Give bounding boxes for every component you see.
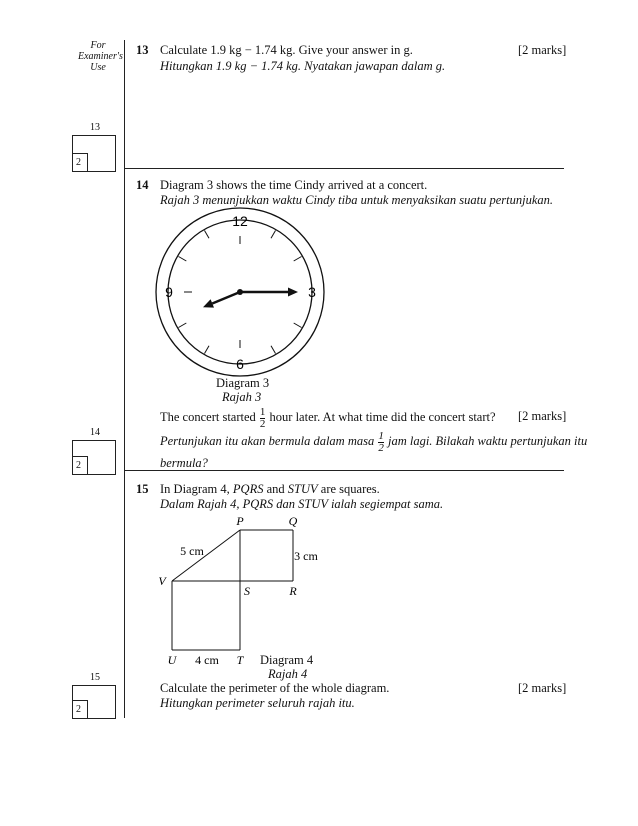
- vertex-s: S: [244, 584, 250, 598]
- length-ut: 4 cm: [195, 653, 219, 667]
- q15-score-cell: [72, 700, 88, 719]
- vertex-u: U: [167, 653, 177, 667]
- q15-caption-ms: Rajah 4: [268, 667, 308, 681]
- q14-fraction-ms: [378, 431, 384, 454]
- clock-figure: [150, 205, 330, 380]
- examiner-header: [78, 40, 123, 73]
- examiner-line1: For: [90, 40, 106, 51]
- q15-task-en: Calculate the perimeter of the whole diagram.: [160, 681, 390, 695]
- q13-box-label: 13: [90, 122, 100, 133]
- q15-number: 15: [136, 482, 149, 496]
- q14-question-ms: [160, 428, 587, 454]
- q14-question-ms-a: Pertunjukan itu akan bermula dalam masa: [160, 434, 375, 448]
- q14-box-label: 14: [90, 427, 100, 438]
- q14-caption-en: Diagram 3: [216, 376, 270, 390]
- q14-marks: [2 marks]: [518, 409, 567, 423]
- q14-question-en: [160, 404, 496, 430]
- q14-question-ms-b: jam lagi. Bilakah waktu pertunjukan itu: [387, 434, 588, 448]
- q15-intro-ms: Dalam Rajah 4, PQRS dan STUV ialah segiempat sama.: [160, 497, 444, 511]
- q14-score-box[interactable]: [72, 440, 116, 475]
- clock-numeral-12: 12: [232, 213, 248, 229]
- q15-intro-en: [160, 482, 380, 497]
- vertex-p: P: [236, 514, 244, 528]
- examiner-line2: Examiner's: [78, 51, 123, 62]
- clock-numeral-6: 6: [236, 356, 244, 372]
- frac-denominator: 2: [378, 441, 384, 454]
- q14-caption-ms: Rajah 3: [222, 390, 262, 404]
- q14-fraction-en: [260, 407, 266, 430]
- q13-score-cell: [72, 153, 88, 172]
- squares-diagram: [140, 510, 340, 670]
- q15-caption-en: Diagram 4: [260, 653, 314, 667]
- clock-numeral-3: 3: [308, 284, 316, 300]
- q15-marks: [2 marks]: [518, 681, 567, 695]
- q15-task-ms: Hitungkan perimeter seluruh rajah itu.: [160, 696, 355, 710]
- q14-intro-ms: Rajah 3 menunjukkan waktu Cindy tiba untuk menyaksikan suatu pertunjukan.: [160, 193, 553, 207]
- q15-intro-en-and: and: [263, 482, 288, 496]
- q14-score-cell: [72, 456, 88, 475]
- q15-square-pqrs: PQRS: [232, 482, 264, 496]
- q14-score: 2: [76, 460, 81, 471]
- q15-square-stuv: STUV: [287, 482, 318, 496]
- vertex-r: R: [289, 584, 297, 598]
- q14-number: 14: [136, 178, 149, 192]
- clock-numeral-9: 9: [165, 284, 173, 300]
- vertex-t: T: [236, 653, 244, 667]
- length-vp: 5 cm: [180, 544, 204, 558]
- q14-question-ms-c: bermula?: [160, 456, 208, 470]
- clock-center-pin: [237, 289, 243, 295]
- vertex-q: Q: [288, 514, 298, 528]
- q13-text-en: Calculate 1.9 kg − 1.74 kg. Give your answer in g.: [160, 43, 413, 57]
- q14-question-en-a: The concert started: [160, 410, 256, 424]
- q13-score-box[interactable]: [72, 135, 116, 172]
- frac-numerator: 1: [378, 429, 384, 442]
- q15-score: 2: [76, 704, 81, 715]
- q14-intro-en: Diagram 3 shows the time Cindy arrived at a concert.: [160, 178, 428, 192]
- q13-score: 2: [76, 157, 81, 168]
- examiner-line3: Use: [90, 62, 106, 73]
- q15-box-label: 15: [90, 672, 100, 683]
- q13-text-ms: Hitungkan 1.9 kg − 1.74 kg. Nyatakan jawapan dalam g.: [160, 59, 446, 73]
- divider-q13: [124, 168, 564, 169]
- q13-marks: [2 marks]: [518, 43, 567, 57]
- length-qr: 3 cm: [294, 549, 318, 563]
- q13-number: 13: [136, 43, 149, 57]
- q15-intro-en-b: are squares.: [317, 482, 380, 496]
- vertex-v: V: [158, 574, 166, 588]
- frac-numerator: 1: [259, 405, 266, 418]
- frac-denominator: 2: [259, 417, 266, 430]
- q14-question-en-b: hour later. At what time did the concert start?: [269, 410, 496, 424]
- q15-intro-en-a: In Diagram 4,: [160, 482, 233, 496]
- q15-score-box[interactable]: [72, 685, 116, 719]
- margin-line: [124, 40, 125, 718]
